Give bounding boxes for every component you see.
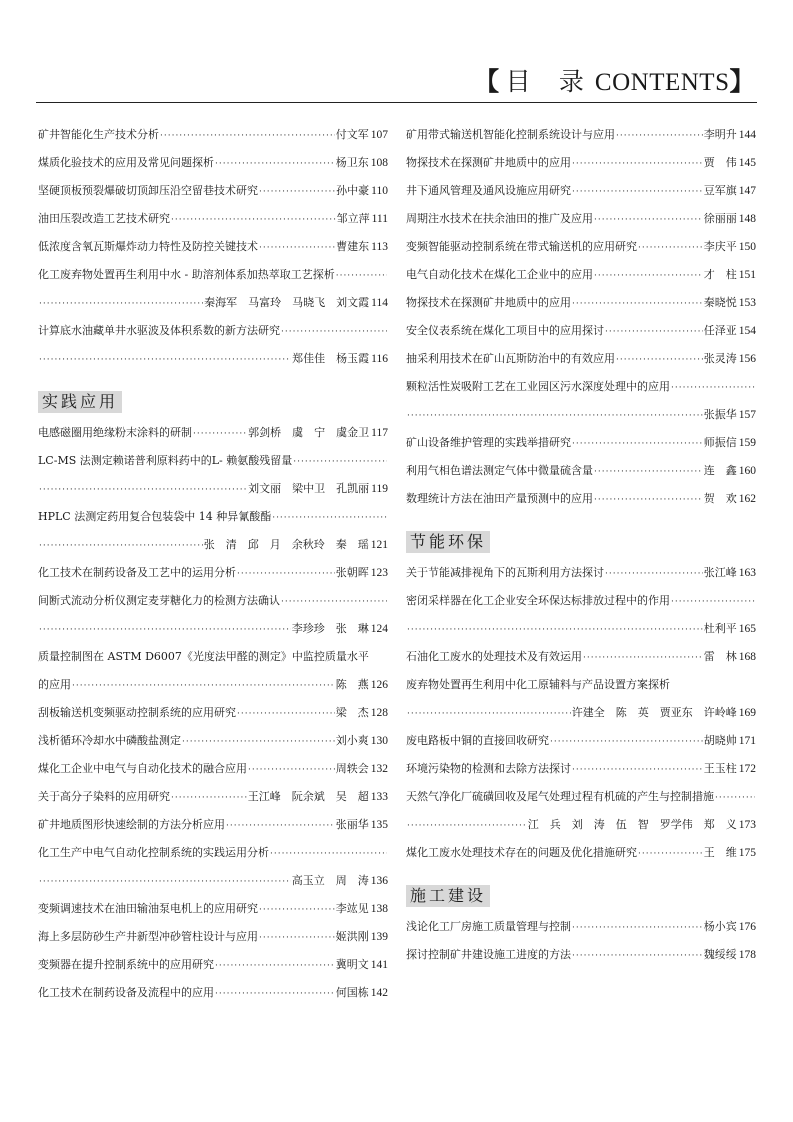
- article-authors: 徐丽丽: [703, 212, 737, 225]
- toc-entry-line[interactable]: [406, 261, 756, 289]
- article-title: 浅论化工厂房施工质量管理与控制: [406, 920, 571, 933]
- dot-leader: [237, 700, 335, 728]
- article-authors: 杜利平: [703, 622, 737, 635]
- toc-entry-line[interactable]: [38, 475, 388, 503]
- dot-leader: [39, 616, 291, 644]
- toc-entry-line[interactable]: [38, 289, 388, 317]
- dot-leader: [616, 346, 703, 374]
- article-authors: 郑佳佳 杨玉霞: [292, 352, 370, 365]
- article-authors: 张灵涛: [703, 352, 737, 365]
- toc-entry-line[interactable]: [38, 345, 388, 373]
- article-title: 变频器在提升控制系统中的应用研究: [38, 958, 214, 971]
- dot-leader: [281, 588, 387, 616]
- page-number: 178: [738, 949, 756, 961]
- page-number: 150: [738, 241, 756, 253]
- dot-leader: [237, 560, 335, 588]
- article-title: 关于高分子染料的应用研究: [38, 790, 170, 803]
- page-number: 130: [370, 735, 388, 747]
- toc-entry-line[interactable]: [38, 867, 388, 895]
- article-title: 海上多层防砂生产井新型冲砂管柱设计与应用: [38, 930, 258, 943]
- toc-entry-line[interactable]: [406, 177, 756, 205]
- dot-leader: [259, 178, 335, 206]
- dot-leader: [226, 812, 335, 840]
- page-number: 176: [738, 921, 756, 933]
- article-authors: 王江峰 阮余斌 吴 超: [247, 790, 369, 803]
- page-number: 117: [371, 427, 388, 439]
- toc-entry-line[interactable]: [38, 727, 388, 755]
- article-title: 探讨控制矿井建设施工进度的方法: [406, 948, 571, 961]
- toc-entry-line[interactable]: [406, 643, 756, 671]
- article-authors: 雷 林: [703, 650, 737, 663]
- dot-leader: [336, 262, 387, 290]
- page-number: 107: [370, 129, 388, 141]
- toc-entry-line[interactable]: [406, 913, 756, 941]
- article-title: 废弃物处置再生利用中化工原辅料与产品设置方案探析: [406, 678, 670, 691]
- article-authors: 张 清 邱 月 余秋玲 秦 瑶: [203, 538, 369, 551]
- page-number: 173: [738, 819, 756, 831]
- article-authors: 许建全 陈 英 贾亚东 许岭峰: [571, 706, 737, 719]
- article-authors: 连 鑫: [703, 464, 737, 477]
- dot-leader: [171, 206, 336, 234]
- article-authors: 秦海军 马富玲 马晓飞 刘文霞: [204, 296, 370, 309]
- toc-entry-line[interactable]: [38, 643, 388, 671]
- dot-leader: [594, 486, 703, 514]
- dot-leader: [572, 430, 703, 458]
- page-number: 124: [370, 623, 388, 635]
- article-title: 安全仪表系统在煤化工项目中的应用探讨: [406, 324, 604, 337]
- dot-leader: [215, 980, 335, 1008]
- page-number: 108: [370, 157, 388, 169]
- article-title: 密闭采样器在化工企业安全环保达标排放过程中的作用: [406, 594, 670, 607]
- dot-leader: [259, 924, 335, 952]
- article-authors: 张朝晖: [335, 566, 369, 579]
- dot-leader: [550, 728, 703, 756]
- page-number: 159: [738, 437, 756, 449]
- dot-leader: [572, 178, 703, 206]
- article-authors: 付文军: [335, 128, 369, 141]
- dot-leader: [281, 318, 387, 346]
- toc-entry-line[interactable]: [38, 895, 388, 923]
- toc-entry-line[interactable]: [406, 121, 756, 149]
- header-close-bracket: 】: [729, 69, 755, 96]
- article-title: 石油化工废水的处理技术及有效运用: [406, 650, 582, 663]
- toc-entry-line[interactable]: [38, 587, 388, 615]
- page-number: 133: [370, 791, 388, 803]
- article-authors: 高玉立 周 涛: [291, 874, 369, 887]
- section-heading-wrap: [38, 373, 388, 419]
- header-rule: [36, 102, 757, 103]
- toc-entry-line[interactable]: [406, 699, 756, 727]
- toc-entry-line[interactable]: [406, 587, 756, 615]
- article-title: 利用气相色谱法测定气体中微量硫含量: [406, 464, 593, 477]
- toc-entry-line[interactable]: [38, 951, 388, 979]
- article-title: 浅析循环冷却水中磷酸盐测定: [38, 734, 181, 747]
- article-title: 关于节能减排视角下的瓦斯利用方法探讨: [406, 566, 604, 579]
- article-title: 煤化工企业中电气与自动化技术的融合应用: [38, 762, 247, 775]
- page-number: 153: [738, 297, 756, 309]
- article-title: 刮板输送机变频驱动控制系统的应用研究: [38, 706, 236, 719]
- toc-entry-line[interactable]: [406, 839, 756, 867]
- page-number: 169: [738, 707, 756, 719]
- page-number: 154: [738, 325, 756, 337]
- article-title: 矿山设备维护管理的实践举措研究: [406, 436, 571, 449]
- dot-leader: [715, 784, 755, 812]
- dot-leader: [259, 234, 335, 262]
- article-authors: 师振信: [703, 436, 737, 449]
- section-heading: 节能环保: [406, 531, 490, 553]
- page-number: 141: [370, 959, 388, 971]
- article-title: 矿井地质图形快速绘制的方法分析应用: [38, 818, 225, 831]
- article-authors: 姬洪刚: [335, 930, 369, 943]
- toc-entry-line[interactable]: [38, 261, 388, 289]
- article-title: 煤化工废水处理技术存在的问题及优化措施研究: [406, 846, 637, 859]
- page-number: 172: [738, 763, 756, 775]
- toc-entry-line[interactable]: [406, 485, 756, 513]
- dot-leader: [671, 588, 755, 616]
- section-heading: 施工建设: [406, 885, 490, 907]
- article-title: 电感磁圈用绝缘粉末涂料的研制: [38, 426, 192, 439]
- article-authors: 任泽亚: [703, 324, 737, 337]
- article-authors: 冀明文: [335, 958, 369, 971]
- page-number: 156: [738, 353, 756, 365]
- article-authors: 刘小爽: [335, 734, 369, 747]
- article-title: 矿井智能化生产技术分析: [38, 128, 159, 141]
- dot-leader: [572, 290, 703, 318]
- dot-leader: [215, 952, 335, 980]
- toc-entry-line[interactable]: [406, 811, 756, 839]
- toc-entry-line[interactable]: [406, 941, 756, 969]
- toc-entry-line[interactable]: [406, 345, 756, 373]
- right-column: [406, 121, 756, 969]
- header-title-en: CONTENTS: [594, 69, 730, 96]
- article-title: 变频调速技术在油田输油泵电机上的应用研究: [38, 902, 258, 915]
- article-title: LC-MS 法测定赖诺普利原料药中的L- 赖氨酸残留量: [38, 454, 293, 467]
- toc-entry-line[interactable]: [406, 205, 756, 233]
- dot-leader: [594, 206, 703, 234]
- dot-leader: [572, 756, 703, 784]
- article-authors: 李庆平: [703, 240, 737, 253]
- dot-leader: [293, 448, 387, 476]
- article-authors: 曹建东: [336, 240, 370, 253]
- dot-leader: [572, 150, 703, 178]
- page-number: 175: [738, 847, 756, 859]
- article-title: 质量控制图在 ASTM D6007《光度法甲醛的测定》中监控质量水平: [38, 650, 369, 663]
- article-authors: 王玉柱: [703, 762, 737, 775]
- section-heading-wrap: [406, 513, 756, 559]
- toc-entry-line[interactable]: [406, 783, 756, 811]
- dot-leader: [594, 262, 703, 290]
- dot-leader: [160, 122, 335, 150]
- page-number: 111: [371, 213, 388, 225]
- dot-leader: [193, 420, 247, 448]
- article-authors: 王 维: [703, 846, 737, 859]
- dot-leader: [39, 346, 291, 374]
- toc-entry-line[interactable]: [38, 419, 388, 447]
- page-number: 145: [738, 157, 756, 169]
- dot-leader: [605, 560, 703, 588]
- article-title: 化工生产中电气自动化控制系统的实践运用分析: [38, 846, 269, 859]
- toc-entry-line[interactable]: [38, 615, 388, 643]
- article-authors: 刘文丽 梁中卫 孔凯丽: [248, 482, 370, 495]
- dot-leader: [572, 942, 703, 970]
- article-title: 数理统计方法在油田产量预测中的应用: [406, 492, 593, 505]
- page-number: 160: [738, 465, 756, 477]
- article-title: 颗粒活性炭吸附工艺在工业园区污水深度处理中的应用: [406, 380, 670, 393]
- toc-entry-line[interactable]: [406, 559, 756, 587]
- toc-entry-line[interactable]: [406, 289, 756, 317]
- toc-entry-line[interactable]: [38, 671, 388, 699]
- toc-entry-line[interactable]: [406, 429, 756, 457]
- toc-entry-line[interactable]: [38, 755, 388, 783]
- page-number: 119: [371, 483, 388, 495]
- page-number: 157: [738, 409, 756, 421]
- page-number: 168: [738, 651, 756, 663]
- dot-leader: [39, 476, 247, 504]
- page-number: 163: [738, 567, 756, 579]
- toc-entry-line[interactable]: [406, 401, 756, 429]
- dot-leader: [39, 290, 203, 318]
- dot-leader: [182, 728, 335, 756]
- toc-entry-line[interactable]: [38, 317, 388, 345]
- article-authors: 杨卫东: [335, 156, 369, 169]
- article-authors: 何国栋: [335, 986, 369, 999]
- article-authors: 贺 欢: [703, 492, 737, 505]
- toc-entry-line[interactable]: [38, 783, 388, 811]
- page-number: 128: [370, 707, 388, 719]
- page-number: 147: [738, 185, 756, 197]
- article-authors: 豆军旗: [703, 184, 737, 197]
- left-column: [38, 121, 388, 1007]
- article-authors: 郭剑桥 虞 宁 虞金卫: [248, 426, 370, 439]
- toc-entry-line[interactable]: [38, 531, 388, 559]
- article-title: 电气自动化技术在煤化工企业中的应用: [406, 268, 593, 281]
- dot-leader: [72, 672, 335, 700]
- dot-leader: [407, 700, 571, 728]
- toc-entry-line[interactable]: [406, 233, 756, 261]
- dot-leader: [259, 896, 335, 924]
- dot-leader: [39, 868, 291, 896]
- article-title: 井下通风管理及通风设施应用研究: [406, 184, 571, 197]
- dot-leader: [616, 122, 703, 150]
- article-title: 物探技术在探测矿井地质中的应用: [406, 156, 571, 169]
- dot-leader: [407, 402, 703, 430]
- article-title: HPLC 法测定药用复合包装袋中 14 种异氰酸酯: [38, 510, 272, 523]
- article-authors: 秦晓悦: [703, 296, 737, 309]
- article-title: 天然气净化厂硫磺回收及尾气处理过程有机硫的产生与控制措施: [406, 790, 714, 803]
- toc-entry-line[interactable]: [406, 755, 756, 783]
- toc-entry-line[interactable]: [38, 177, 388, 205]
- toc-entry-line[interactable]: [38, 811, 388, 839]
- toc-entry-line[interactable]: [38, 503, 388, 531]
- page-number: 148: [738, 213, 756, 225]
- article-title: 变频智能驱动控制系统在带式输送机的应用研究: [406, 240, 637, 253]
- toc-entry-line[interactable]: [38, 149, 388, 177]
- article-authors: 江 兵 刘 涛 伍 智 罗学伟 郑 义: [527, 818, 737, 831]
- page-number: 132: [370, 763, 388, 775]
- dot-leader: [638, 234, 703, 262]
- article-title: 化工技术在制药设备及流程中的应用: [38, 986, 214, 999]
- page-number: 110: [371, 185, 388, 197]
- dot-leader: [171, 784, 247, 812]
- toc-entry-line[interactable]: [38, 233, 388, 261]
- toc-entry-line[interactable]: [406, 727, 756, 755]
- article-authors: 陈 燕: [335, 678, 369, 691]
- article-title: 油田压裂改造工艺技术研究: [38, 212, 170, 225]
- dot-leader: [407, 616, 703, 644]
- contents-header: [474, 62, 755, 98]
- dot-leader: [272, 504, 387, 532]
- page-number: 116: [371, 353, 388, 365]
- toc-entry-line[interactable]: [406, 615, 756, 643]
- dot-leader: [572, 914, 703, 942]
- article-authors: 张江峰: [703, 566, 737, 579]
- article-title: 抽采利用技术在矿山瓦斯防治中的有效应用: [406, 352, 615, 365]
- dot-leader: [270, 840, 387, 868]
- article-title: 间断式流动分析仪测定麦芽糖化力的检测方法确认: [38, 594, 280, 607]
- toc-entry-line[interactable]: [38, 923, 388, 951]
- page-number: 136: [370, 875, 388, 887]
- page-number: 142: [370, 987, 388, 999]
- article-title: 的应用: [38, 678, 71, 691]
- header-open-bracket: 【: [474, 69, 500, 96]
- toc-entry-line[interactable]: [406, 149, 756, 177]
- toc-entry-line[interactable]: [38, 559, 388, 587]
- toc-entry-line[interactable]: [38, 699, 388, 727]
- article-title: 计算底水油藏单井水驱波及体积系数的新方法研究: [38, 324, 280, 337]
- dot-leader: [671, 374, 755, 402]
- dot-leader: [248, 756, 335, 784]
- article-title: 矿用带式输送机智能化控制系统设计与应用: [406, 128, 615, 141]
- article-authors: 孙中豪: [336, 184, 370, 197]
- article-title: 环境污染物的检测和去除方法探讨: [406, 762, 571, 775]
- dot-leader: [39, 532, 203, 560]
- dot-leader: [407, 812, 527, 840]
- article-authors: 李珍珍 张 琳: [291, 622, 369, 635]
- article-authors: 李竑见: [335, 902, 369, 915]
- page-number: 123: [370, 567, 388, 579]
- article-authors: 贾 伟: [703, 156, 737, 169]
- article-title: 低浓度含氧瓦斯爆炸动力特性及防控关键技术: [38, 240, 258, 253]
- toc-entry-line[interactable]: [406, 457, 756, 485]
- page-number: 113: [371, 241, 388, 253]
- article-authors: 周轶会: [335, 762, 369, 775]
- dot-leader: [594, 458, 703, 486]
- page-number: 114: [371, 297, 388, 309]
- toc-entry-line[interactable]: [38, 979, 388, 1007]
- article-title: 煤质化验技术的应用及常见问题探析: [38, 156, 214, 169]
- article-authors: 李明升: [703, 128, 737, 141]
- page-number: 162: [738, 493, 756, 505]
- article-title: 化工技术在制药设备及工艺中的运用分析: [38, 566, 236, 579]
- page-number: 165: [738, 623, 756, 635]
- header-title-cn: 目 录: [505, 69, 595, 96]
- toc-entry-line[interactable]: [406, 373, 756, 401]
- article-title: 物探技术在探测矿井地质中的应用: [406, 296, 571, 309]
- toc-entry-line[interactable]: [38, 121, 388, 149]
- dot-leader: [638, 840, 703, 868]
- article-authors: 才 柱: [703, 268, 737, 281]
- page-number: 144: [738, 129, 756, 141]
- section-heading-wrap: [406, 867, 756, 913]
- article-authors: 张丽华: [335, 818, 369, 831]
- article-title: 废电路板中铜的直接回收研究: [406, 734, 549, 747]
- toc-entry-line[interactable]: [406, 317, 756, 345]
- page-number: 121: [370, 539, 388, 551]
- page-number: 151: [738, 269, 756, 281]
- toc-entry-line[interactable]: [38, 447, 388, 475]
- page-number: 138: [370, 903, 388, 915]
- article-title: 周期注水技术在扶余油田的推广及应用: [406, 212, 593, 225]
- page-number: 135: [370, 819, 388, 831]
- page-number: 126: [370, 679, 388, 691]
- dot-leader: [583, 644, 703, 672]
- article-authors: 梁 杰: [335, 706, 369, 719]
- page-number: 139: [370, 931, 388, 943]
- article-authors: 邹立萍: [336, 212, 370, 225]
- toc-entry-line[interactable]: [38, 205, 388, 233]
- toc-entry-line[interactable]: [38, 839, 388, 867]
- toc-entry-line[interactable]: [406, 671, 756, 699]
- article-title: 化工废弃物处置再生利用中水 - 助溶剂体系加热萃取工艺探析: [38, 268, 335, 281]
- page-number: 171: [738, 735, 756, 747]
- article-authors: 魏绥绥: [703, 948, 737, 961]
- article-authors: 杨小宾: [703, 920, 737, 933]
- dot-leader: [215, 150, 335, 178]
- dot-leader: [605, 318, 703, 346]
- article-authors: 张振华: [703, 408, 737, 421]
- article-authors: 胡晓帅: [703, 734, 737, 747]
- section-heading: 实践应用: [38, 391, 122, 413]
- article-title: 坚硬顶板预裂爆破切顶卸压沿空留巷技术研究: [38, 184, 258, 197]
